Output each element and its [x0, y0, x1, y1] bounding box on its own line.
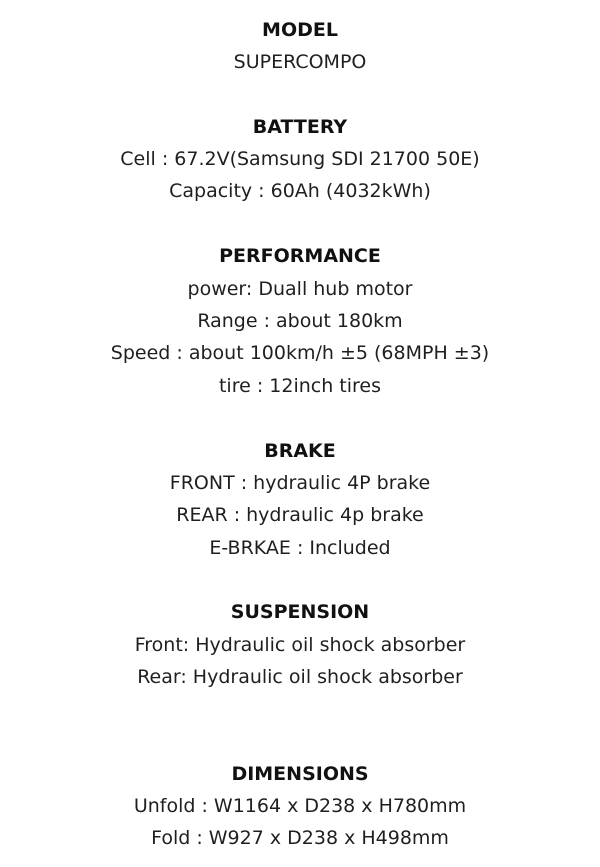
performance-range: Range : about 180km: [197, 310, 403, 332]
brake-rear: REAR : hydraulic 4p brake: [176, 504, 424, 526]
model-value: SUPERCOMPO: [233, 51, 367, 73]
suspension-rear: Rear: Hydraulic oil shock absorber: [137, 666, 463, 688]
performance-power: power: Duall hub motor: [187, 278, 413, 300]
model-heading: MODEL: [262, 19, 338, 41]
brake-heading: BRAKE: [264, 440, 336, 462]
battery-heading: BATTERY: [252, 116, 348, 138]
performance-tire: tire : 12inch tires: [218, 375, 382, 397]
suspension-front: Front: Hydraulic oil shock absorber: [134, 634, 466, 656]
dimensions-unfold: Unfold : W1164 x D238 x H780mm: [133, 795, 467, 817]
dimensions-fold: Fold : W927 x D238 x H498mm: [151, 827, 449, 849]
brake-electronic: E-BRKAE : Included: [209, 537, 391, 559]
dimensions-heading: DIMENSIONS: [231, 763, 369, 785]
battery-capacity: Capacity : 60Ah (4032kWh): [169, 180, 431, 202]
suspension-heading: SUSPENSION: [230, 601, 370, 623]
performance-heading: PERFORMANCE: [219, 245, 381, 267]
battery-cell: Cell : 67.2V(Samsung SDI 21700 50E): [120, 148, 480, 170]
brake-front: FRONT : hydraulic 4P brake: [169, 472, 431, 494]
performance-speed: Speed : about 100km/h ±5 (68MPH ±3): [110, 342, 490, 364]
